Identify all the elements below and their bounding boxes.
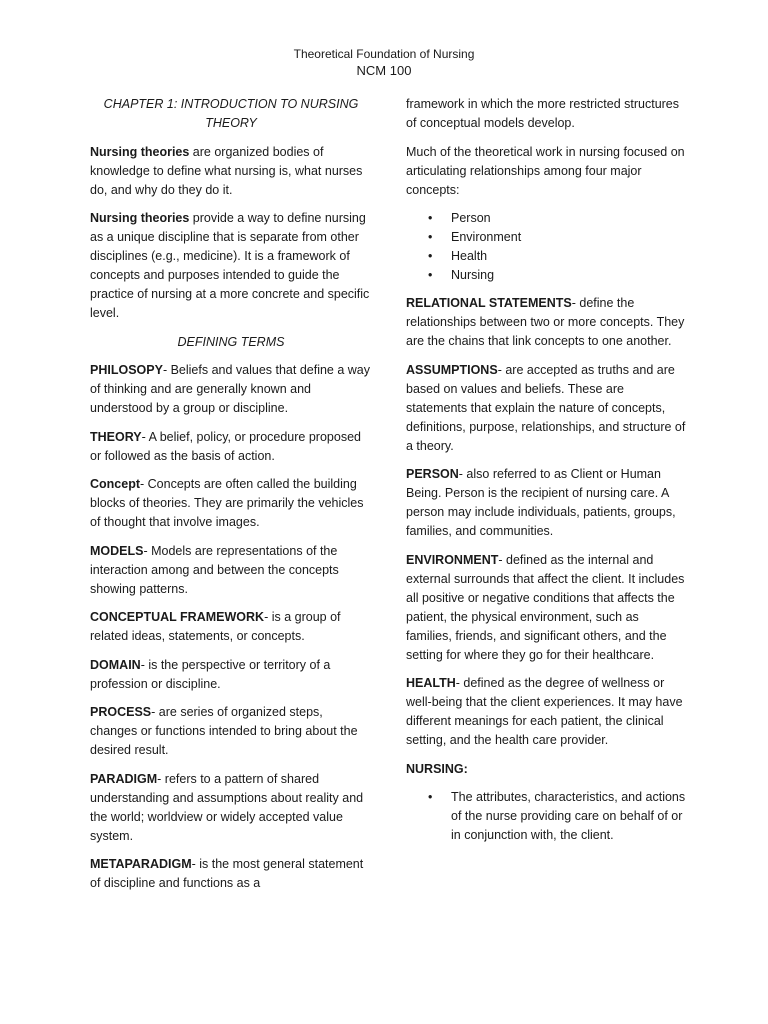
definition-theory (90, 428, 372, 466)
term: MODELS (90, 543, 144, 558)
term: THEORY (90, 429, 142, 444)
definition-text: - defined as the internal and external surrounds that affect the client. It includes all positive or negative conditions that affects the patient, the physical environment, such as families, friends, and significant others, and the setting for where they go for their healthcare. (406, 552, 685, 662)
term: PERSON (406, 467, 459, 481)
definition-text: - A belief, policy, or procedure proposed or followed as the basis of action. (90, 429, 361, 463)
definition-text: - defined as the degree of wellness or well-being that the client experiences. It may have different meanings for each patient, the clinical setting, and the health care provider. (406, 676, 683, 747)
definition-philosophy (90, 361, 372, 418)
term: Concept (90, 477, 140, 491)
definition-environment (406, 551, 688, 665)
term: Nursing theories (90, 144, 190, 159)
nursing-list (406, 788, 688, 845)
metaparadigm-continuation: framework in which the more restricted structures of conceptual models develop. (406, 97, 680, 130)
page-header (0, 46, 768, 80)
definition-text: - Models are representations of the interaction among and between the concepts showing patterns. (90, 543, 339, 596)
definition-text: - Concepts are often called the building blocks of theories. They are primarily the vehicles of thought that involve images. (90, 477, 364, 529)
term: CONCEPTUAL FRAMEWORK (90, 610, 265, 624)
concept-list (406, 209, 688, 285)
four-concepts-intro: Much of the theoretical work in nursing focused on articulating relationships among four major concepts: (406, 144, 685, 197)
definition-text: - is a group of related ideas, statements, or concepts. (90, 610, 341, 643)
definition-person (406, 465, 688, 541)
list-item: • Person (406, 209, 688, 228)
chapter-heading: CHAPTER 1: INTRODUCTION TO NURSING THEORY (103, 97, 359, 130)
nursing-heading: NURSING: (406, 761, 468, 776)
definition-text: - are series of organized steps, changes or functions intended to bring about the desired result. (90, 705, 358, 757)
definition-text: are organized bodies of knowledge to define what nursing is, what nurses do, and why do they do it. (90, 144, 363, 197)
term: HEALTH (406, 676, 456, 690)
definition-text: - are accepted as truths and are based on values and beliefs. These are statements that explain the nature of concepts, definitions, purpose, relationships, and structure of a theory. (406, 362, 686, 453)
definition-paradigm (90, 770, 372, 846)
definition-conceptual-framework (90, 608, 372, 646)
document-title: Theoretical Foundation of Nursing (293, 47, 475, 61)
definition-metaparadigm (90, 855, 372, 893)
term: RELATIONAL STATEMENTS (406, 296, 572, 310)
bullet-icon: • (428, 268, 433, 282)
definition-text: - also referred to as Client or Human Being. Person is the recipient of nursing care. A person may include individuals, patients, groups, families, and communities. (406, 467, 676, 538)
bullet-icon: • (428, 249, 433, 263)
term: ENVIRONMENT (406, 552, 499, 567)
list-item: • Environment (406, 228, 688, 247)
definition-models (90, 542, 372, 599)
bullet-icon: • (428, 790, 433, 804)
definition-assumptions (406, 361, 688, 456)
list-item: • The attributes, characteristics, and actions of the nurse providing care on behalf of or in conjunction with, the client. (428, 790, 686, 842)
term: PHILOSOPY (90, 363, 163, 377)
paragraph-nursing-theories-2 (90, 209, 372, 323)
definition-relational-statements (406, 294, 688, 351)
left-column (90, 95, 372, 903)
term: ASSUMPTIONS (406, 362, 498, 377)
definition-text: - is the perspective or territory of a profession or discipline. (90, 657, 331, 691)
definition-text: - refers to a pattern of shared understanding and assumptions about reality and the world; worldview or widely accepted value system. (90, 771, 364, 843)
term: PROCESS (90, 705, 152, 719)
definition-text: - Beliefs and values that define a way of thinking and are generally known and understood by a group or discipline. (90, 363, 371, 415)
term: PARADIGM (90, 771, 158, 786)
paragraph-nursing-theories-1 (90, 143, 372, 200)
definition-health (406, 674, 688, 750)
definition-domain (90, 656, 372, 694)
term: DOMAIN (90, 657, 141, 672)
list-item: • Nursing (406, 266, 688, 285)
definition-concept (90, 475, 372, 532)
term: Nursing theories (90, 211, 190, 225)
definition-text: provide a way to define nursing as a unique discipline that is separate from other disciplines (e.g., medicine). It is a framework of concepts and purposes intended to guide the practice of nursing at a more concrete and specific level. (90, 211, 370, 320)
term: METAPARADIGM (90, 857, 192, 871)
bullet-icon: • (428, 211, 433, 225)
list-item: • Health (406, 247, 688, 266)
right-column (406, 95, 688, 854)
definition-text: - define the relationships between two or more concepts. They are the chains that link concepts to one another. (406, 296, 685, 348)
definition-process (90, 703, 372, 760)
defining-terms-heading: DEFINING TERMS (177, 334, 285, 349)
bullet-icon: • (428, 230, 433, 244)
course-code: NCM 100 (356, 63, 412, 78)
definition-text: - is the most general statement of discipline and functions as a (90, 857, 364, 890)
